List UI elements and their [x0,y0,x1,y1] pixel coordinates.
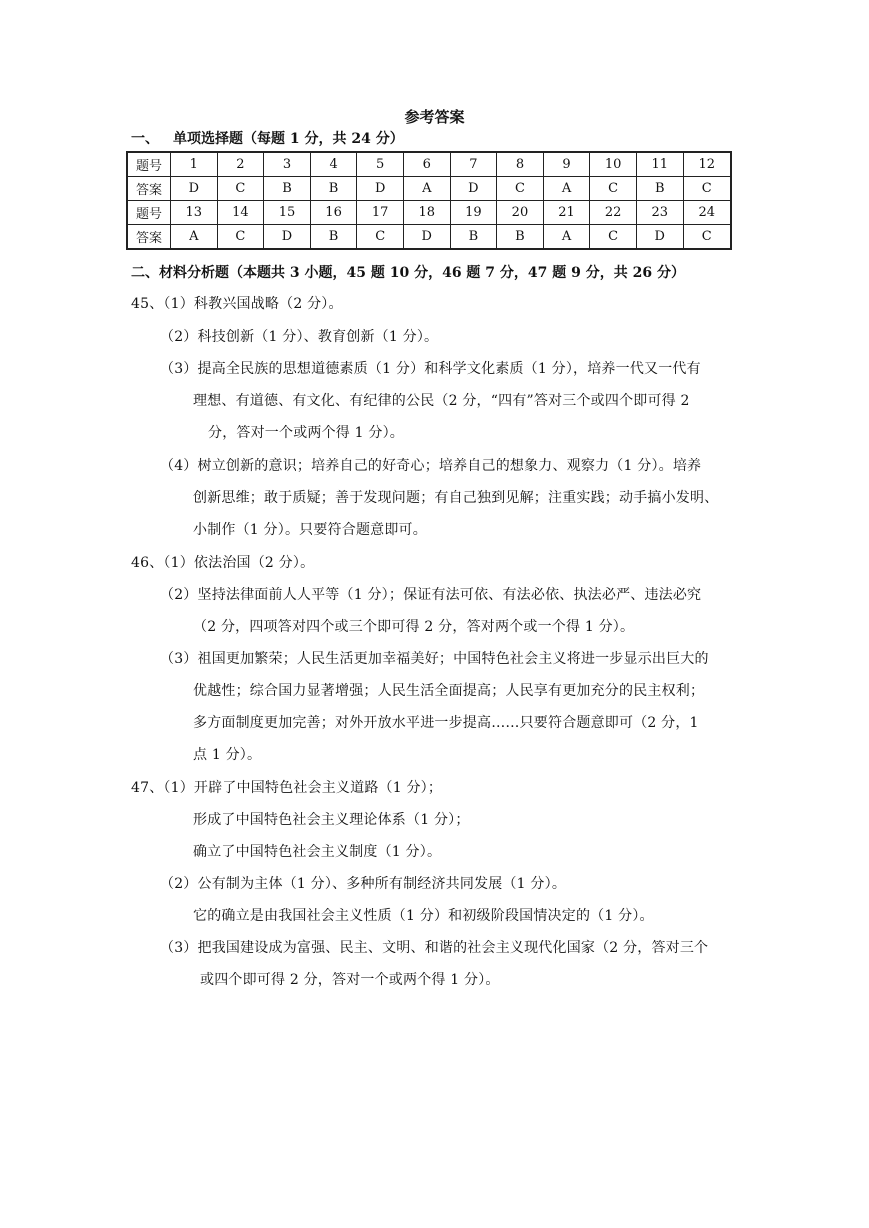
table-cell: C [217,225,264,250]
table-cell: D [450,177,497,201]
table-cell: 17 [357,201,404,225]
section-1-title: 单项选择题（每题 1 分，共 24 分） [173,131,404,147]
table-cell: A [171,225,218,250]
table-cell: D [403,225,450,250]
q47-part1-line2: 形成了中国特色社会主义理论体系（1 分）； [193,812,470,828]
q45-part4-line3: 小制作（1 分）。只要符合题意即可。 [193,522,427,538]
table-cell: 18 [403,201,450,225]
table-row [127,177,731,201]
table-cell: 19 [450,201,497,225]
table-cell: 22 [590,201,637,225]
table-cell: 2 [217,152,264,177]
table-cell: 8 [497,152,544,177]
q46-part1: 46、（1）依法治国（2 分）。 [131,555,315,571]
table-cell: D [171,177,218,201]
table-cell: 5 [357,152,404,177]
table-cell: A [403,177,450,201]
section-2-heading: 二、材料分析题（本题共 3 小题，45 题 10 分，46 题 7 分，47 题 9 分，共 26 分） [131,265,685,281]
table-cell: 1 [171,152,218,177]
table-cell: D [264,225,311,250]
table-cell: A [543,177,590,201]
table-cell: C [497,177,544,201]
table-cell: B [497,225,544,250]
table-cell: 23 [636,201,683,225]
table-cell: C [217,177,264,201]
row-header-cell: 答案 [127,225,171,250]
table-cell: B [264,177,311,201]
row-header-cell: 答案 [127,177,171,201]
table-cell: B [310,177,357,201]
table-cell: 16 [310,201,357,225]
table-cell: C [683,177,731,201]
table-row [127,225,731,250]
table-cell: 14 [217,201,264,225]
q46-part2-line2: （2 分，四项答对四个或三个即可得 2 分，答对两个或一个得 1 分）。 [193,619,635,635]
q45-part3-line2: 理想、有道德、有文化、有纪律的公民（2 分，“四有”答对三个或四个即可得 2 [193,393,690,409]
q46-part3-line3: 多方面制度更加完善；对外开放水平进一步提高……只要符合题意即可（2 分，1 [193,715,699,731]
table-cell: C [683,225,731,250]
table-row [127,152,731,177]
table-cell: 9 [543,152,590,177]
q46-part3-line4: 点 1 分）。 [193,747,262,763]
q45-part3-line3: 分，答对一个或两个得 1 分）。 [208,425,405,441]
table-cell: C [357,225,404,250]
table-cell: 7 [450,152,497,177]
table-cell: D [636,225,683,250]
table-cell: B [450,225,497,250]
q46-part3-line1: （3）祖国更加繁荣；人民生活更加幸福美好；中国特色社会主义将进一步显示出巨大的 [160,651,709,667]
q47-part1-line1: 47、（1）开辟了中国特色社会主义道路（1 分）； [131,780,443,796]
q47-part2-line1: （2）公有制为主体（1 分）、多种所有制经济共同发展（1 分）。 [160,876,567,892]
page-title: 参考答案 [404,108,465,126]
table-cell: D [357,177,404,201]
row-header-cell: 题号 [127,152,171,177]
q47-part1-line3: 确立了中国特色社会主义制度（1 分）。 [193,844,442,860]
table-cell: 12 [683,152,731,177]
table-cell: B [310,225,357,250]
answer-table [126,151,732,250]
q46-part3-line2: 优越性；综合国力显著增强；人民生活全面提高；人民享有更加充分的民主权利； [193,683,705,699]
table-cell: 11 [636,152,683,177]
table-cell: 15 [264,201,311,225]
table-cell: 3 [264,152,311,177]
table-row [127,201,731,225]
q45-part2: （2）科技创新（1 分）、教育创新（1 分）。 [160,329,439,345]
table-cell: C [590,177,637,201]
q45-part4-line1: （4）树立创新的意识；培养自己的好奇心；培养自己的想象力、观察力（1 分）。培养 [160,458,702,474]
table-cell: 21 [543,201,590,225]
table-cell: 24 [683,201,731,225]
table-cell: 13 [171,201,218,225]
q45-part4-line2: 创新思维；敢于质疑；善于发现问题；有自己独到见解；注重实践；动手搞小发明、 [193,490,719,506]
section-1-number: 一、 [131,131,159,147]
table-cell: 4 [310,152,357,177]
table-cell: A [543,225,590,250]
table-cell: 6 [403,152,450,177]
q45-part1: 45、（1）科教兴国战略（2 分）。 [131,296,343,312]
row-header-cell: 题号 [127,201,171,225]
table-cell: C [590,225,637,250]
q47-part3-line1: （3）把我国建设成为富强、民主、文明、和谐的社会主义现代化国家（2 分，答对三个 [160,940,709,956]
q47-part3-line2: 或四个即可得 2 分，答对一个或两个得 1 分）。 [200,972,500,988]
table-cell: 10 [590,152,637,177]
table-cell: B [636,177,683,201]
q47-part2-line2: 它的确立是由我国社会主义性质（1 分）和初级阶段国情决定的（1 分）。 [193,908,654,924]
section-1-heading [131,128,404,148]
q45-part3-line1: （3）提高全民族的思想道德素质（1 分）和科学文化素质（1 分），培养一代又一代有 [160,361,701,377]
table-cell: 20 [497,201,544,225]
q46-part2-line1: （2）坚持法律面前人人平等（1 分）；保证有法可依、有法必依、执法必严、违法必究 [160,587,702,603]
